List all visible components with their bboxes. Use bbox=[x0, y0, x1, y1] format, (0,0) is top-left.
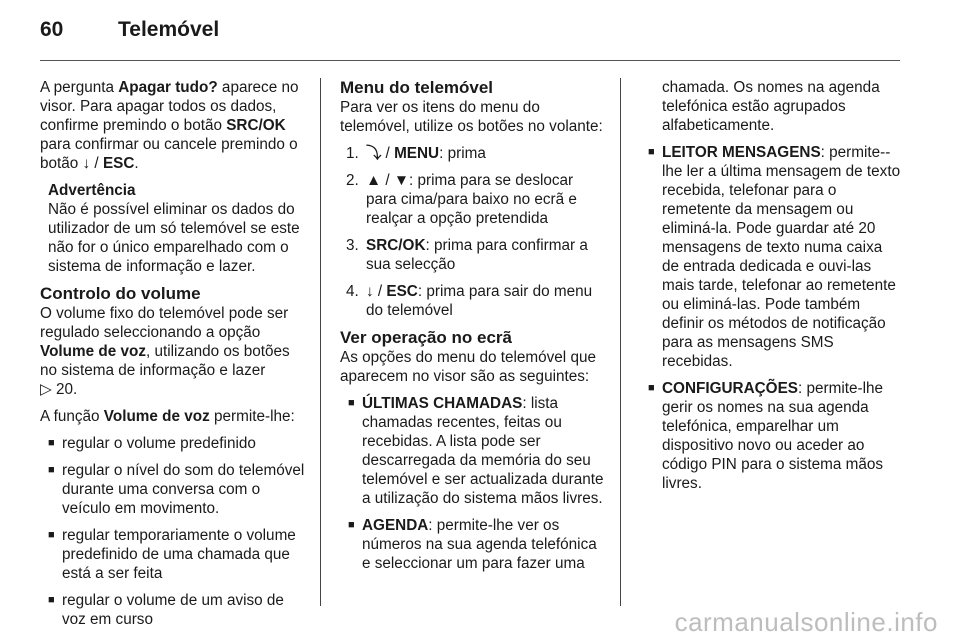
warning-title: Advertência bbox=[48, 182, 136, 199]
column-divider bbox=[320, 78, 321, 606]
column-1 bbox=[40, 78, 308, 637]
arrow-up-icon: ▲ bbox=[366, 172, 382, 189]
list-item: 1. ⤵ / MENU: prima bbox=[346, 145, 486, 162]
section-heading: Menu do telemóvel bbox=[340, 78, 494, 97]
paragraph: As opções do menu do telemóvel que aparecem no visor são as seguintes: bbox=[340, 349, 596, 385]
watermark: carmanualsonline.info bbox=[674, 607, 938, 637]
column-3 bbox=[640, 78, 902, 501]
list-item: ■ regular o volume de um aviso de voz em curso bbox=[48, 591, 308, 629]
hang-up-icon: ↓ bbox=[366, 283, 374, 300]
column-2 bbox=[340, 78, 606, 581]
hang-up-icon: ↓ bbox=[82, 155, 91, 172]
page-header bbox=[40, 18, 219, 42]
list-item: ■ CONFIGURAÇÕES: permite-lhe gerir os nomes na sua agenda telefónica, emparelhar um dispositivo novo ou aceder ao código PIN para o sistema mãos livres. bbox=[648, 379, 902, 493]
page-ref-icon: ▷ bbox=[40, 381, 52, 398]
list-item: ■ LEITOR MENSAGENS: permite--lhe ler a última mensagem de texto recebida, telefonar para o remetente da mensagem ou eliminá-la. Pode guardar até 20 mensagens de texto numa caixa de entrada dedicada e ouvi-las mais tarde, telefonar ao remetente ou eliminá-las. Pode também definir os métodos de notificação para as mensagens SMS recebidas. bbox=[648, 143, 902, 371]
list-item: ■ ÚLTIMAS CHAMADAS: lista chamadas recentes, feitas ou recebidas. A lista pode ser descarregada da memória do seu telemóvel e ser actualizada durante a utilização do sistema mãos livres. bbox=[348, 394, 606, 508]
paragraph: chamada. Os nomes na agenda telefónica estão agrupados alfabeticamente. bbox=[662, 79, 880, 134]
warning-note bbox=[40, 181, 308, 276]
column-divider bbox=[620, 78, 621, 606]
section-heading: Ver operação no ecrã bbox=[340, 328, 512, 347]
list-item: 4. ↓ / ESC: prima para sair do menu do telemóvel bbox=[346, 283, 593, 319]
list-item: ■ regular o nível do som do telemóvel durante uma conversa com o veículo em movimento. bbox=[48, 461, 308, 518]
paragraph: A função Volume de voz permite-lhe: bbox=[40, 408, 295, 425]
paragraph: Para ver os itens do menu do telemóvel, utilize os botões no volante: bbox=[340, 99, 603, 135]
list-item: ■ AGENDA: permite-lhe ver os números na sua agenda telefónica e seleccionar um para fazer uma bbox=[348, 516, 606, 573]
section-heading: Controlo do volume bbox=[40, 284, 201, 303]
phone-call-icon: ⤵ bbox=[366, 145, 382, 162]
list-item: 2. ▲ / ▼: prima para se deslocar para cima/para baixo no ecrã e realçar a opção pretendida bbox=[346, 172, 577, 227]
list-item: 3. SRC/OK: prima para confirmar a sua selecção bbox=[346, 237, 588, 273]
page-title: Telemóvel bbox=[118, 18, 220, 41]
warning-text: Não é possível eliminar os dados do utilizador de um só telemóvel se este não for o único emparelhado com o sistema de informação e lazer. bbox=[48, 201, 300, 275]
page-number: 60 bbox=[40, 18, 64, 41]
header-rule bbox=[40, 60, 900, 61]
list-item: ■ regular o volume predefinido bbox=[48, 434, 308, 453]
paragraph: A pergunta Apagar tudo? aparece no visor. Para apagar todos os dados, confirme premindo o botão SRC/OK para confirmar ou cancele premindo o botão ↓ / ESC. bbox=[40, 79, 299, 172]
list-item: ■ regular temporariamente o volume predefinido de uma chamada que está a ser feita bbox=[48, 526, 308, 583]
arrow-down-icon: ▼ bbox=[393, 172, 410, 189]
paragraph: O volume fixo do telemóvel pode ser regulado seleccionando a opção Volume de voz, utilizando os botões no sistema de informação e lazer ▷ 20. bbox=[40, 305, 290, 398]
